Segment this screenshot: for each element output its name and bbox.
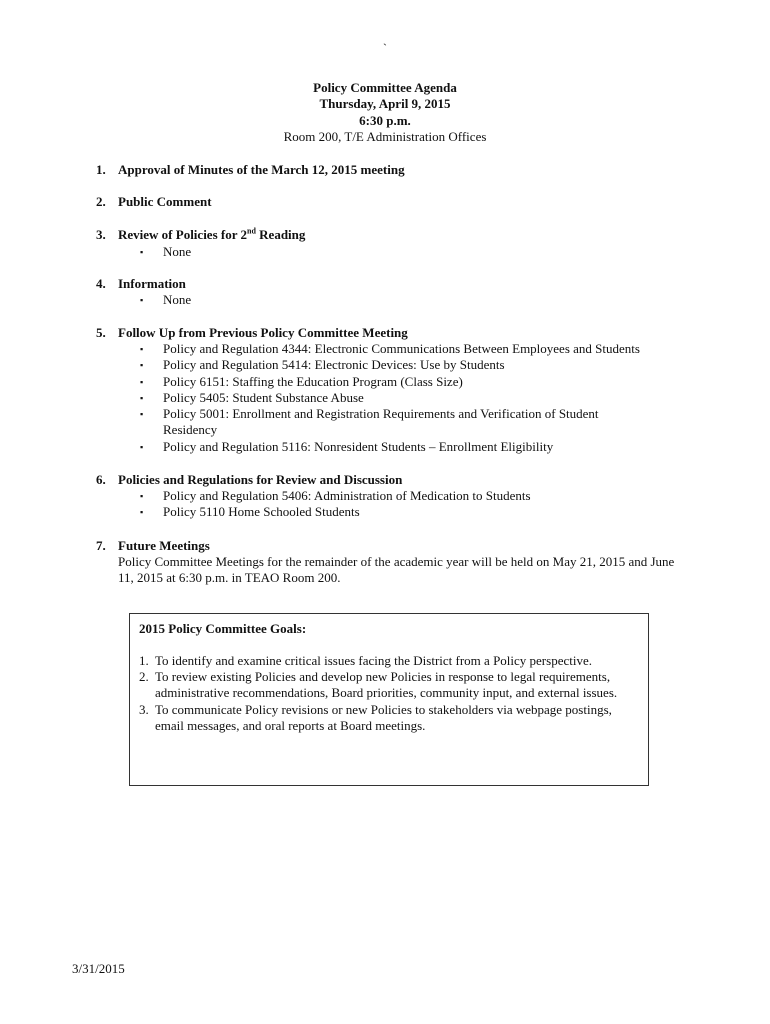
item-title [118, 227, 305, 243]
goal-number: 3. [139, 701, 149, 717]
meeting-time: 6:30 p.m. [359, 113, 411, 128]
bullet-icon: ▪ [140, 344, 144, 354]
item-number: 7. [96, 538, 106, 553]
goal-item [139, 669, 644, 701]
bullet-icon: ▪ [140, 360, 144, 371]
page-title: Policy Committee Agenda [313, 80, 457, 95]
item-title-sup: nd [247, 226, 256, 236]
goal-number: 1. [139, 653, 149, 668]
list-item-text: Policy and Regulation 4344: Electronic Communications Between Employees and Students [163, 341, 640, 356]
footer-date: 3/31/2015 [72, 961, 125, 976]
item-number: 1. [96, 162, 106, 177]
item-title: Policies and Regulations for Review and Discussion [118, 472, 403, 487]
bullet-icon: ▪ [140, 247, 144, 257]
stray-mark: ` [383, 41, 387, 55]
bullet-icon: ▪ [140, 295, 144, 305]
bullet-list [140, 341, 700, 455]
goal-number: 2. [139, 669, 149, 685]
item-title: Public Comment [118, 194, 212, 209]
bullet-icon: ▪ [140, 376, 144, 387]
bullet-list [140, 292, 700, 308]
goal-text: To communicate Policy revisions or new Policies to stakeholders via webpage postings, email messages, and oral reports at Board meetings. [155, 701, 612, 733]
list-item-text: Policy and Regulation 5116: Nonresident Students – Enrollment Eligibility [163, 438, 554, 454]
list-item [140, 292, 700, 308]
list-item-text: Policy 6151: Staffing the Education Program (Class Size) [163, 373, 463, 389]
item-number: 4. [96, 276, 106, 291]
item-title: Future Meetings [118, 538, 210, 553]
goals-list [139, 653, 644, 734]
goal-item [139, 653, 644, 669]
list-item [140, 439, 700, 455]
list-item [140, 341, 700, 357]
list-item-text: None [163, 292, 192, 307]
list-item [140, 406, 633, 439]
item-body: Policy Committee Meetings for the remainder of the academic year will be held on May 21, 2015 and June 11, 2015 at 6:30 p.m. in TEAO Room 200. [118, 554, 675, 585]
list-item-text: Policy 5405: Student Substance Abuse [163, 389, 364, 405]
list-item [140, 504, 700, 520]
bullet-icon: ▪ [140, 392, 144, 403]
bullet-icon: ▪ [140, 409, 144, 420]
list-item-text: Policy 5110 Home Schooled Students [163, 504, 360, 520]
list-item [140, 374, 700, 390]
list-item-text: Policy 5001: Enrollment and Registration Requirements and Verification of Student Residency [163, 406, 599, 438]
goal-text: To review existing Policies and develop new Policies in response to legal requirements, administrative recommendations, Board priorities, community input, and external issues. [155, 669, 618, 701]
item-title: Follow Up from Previous Policy Committee Meeting [118, 325, 408, 340]
list-item [140, 357, 700, 373]
item-number: 2. [96, 194, 106, 209]
goal-item [139, 702, 644, 734]
list-item [140, 488, 700, 504]
item-number: 3. [96, 227, 106, 242]
meeting-date: Thursday, April 9, 2015 [319, 96, 451, 111]
meeting-location: Room 200, T/E Administration Offices [283, 129, 487, 144]
bullet-list [140, 488, 700, 521]
bullet-icon: ▪ [140, 507, 144, 518]
list-item-text: Policy and Regulation 5406: Administration of Medication to Students [163, 488, 531, 503]
item-title-pre: Review of Policies for 2 [118, 227, 247, 242]
item-number: 6. [96, 472, 106, 487]
goals-box [129, 613, 649, 786]
item-number: 5. [96, 325, 106, 340]
item-title: Approval of Minutes of the March 12, 2015 meeting [118, 162, 405, 177]
bullet-icon: ▪ [140, 491, 144, 501]
list-item-text: Policy and Regulation 5414: Electronic Devices: Use by Students [163, 357, 505, 373]
bullet-list [140, 244, 700, 260]
list-item-text: None [163, 244, 192, 259]
goal-text: To identify and examine critical issues facing the District from a Policy perspective. [155, 653, 592, 668]
bullet-icon: ▪ [140, 441, 144, 452]
list-item [140, 390, 700, 406]
item-title-post: Reading [255, 227, 306, 242]
goals-title: 2015 Policy Committee Goals: [139, 621, 307, 636]
item-title: Information [118, 276, 186, 291]
list-item [140, 244, 700, 260]
